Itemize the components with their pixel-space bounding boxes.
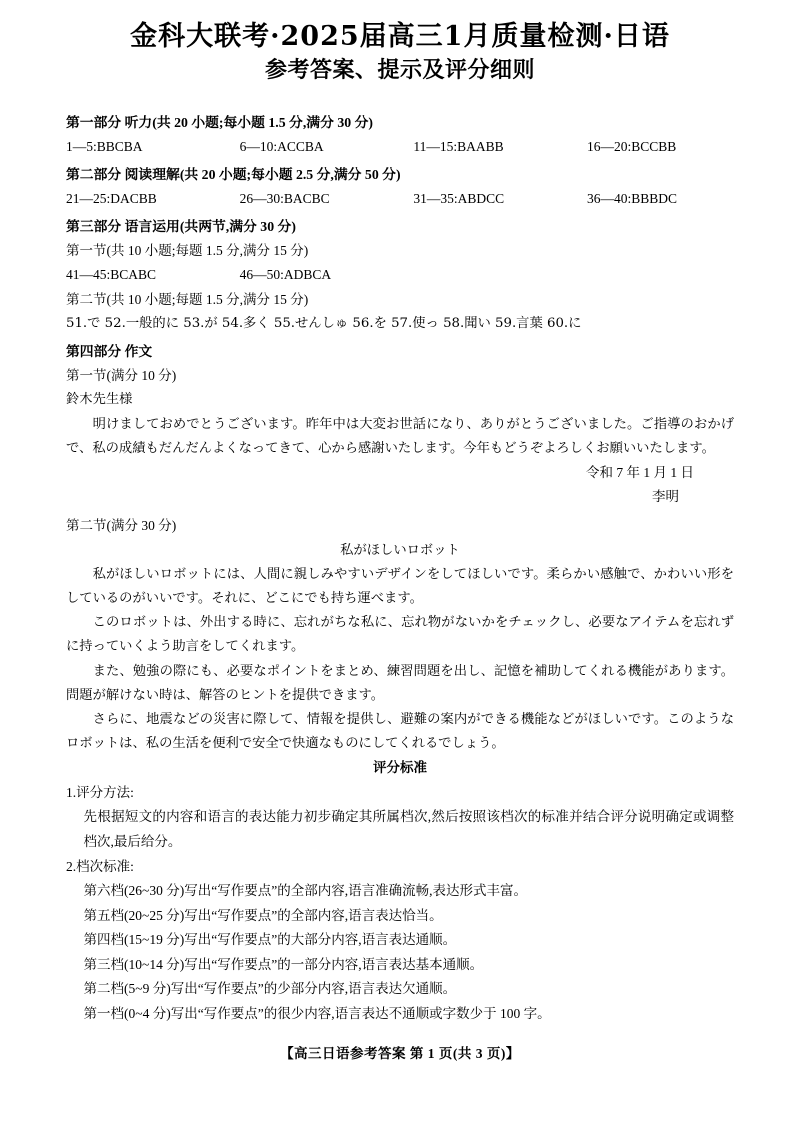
document-body bbox=[66, 110, 734, 1026]
criteria-method-text: 先根据短文的内容和语言的表达能力初步确定其所属档次,然后按照该档次的标准并结合评分说明确定或调整档次,最后给分。 bbox=[83, 809, 734, 849]
criteria-level-item: 第六档(26~30 分)写出“写作要点”的全部内容,语言准确流畅,表达形式丰富。 bbox=[83, 883, 527, 899]
subsection-heading-part3-jie2: 第二节(共 10 小题;每题 1.5 分,满分 15 分) bbox=[66, 291, 309, 307]
essay-title: 私がほしいロボット bbox=[340, 542, 460, 558]
criteria-level-item: 第五档(20~25 分)写出“写作要点”的全部内容,语言表达恰当。 bbox=[83, 907, 443, 923]
section-heading-part3: 第三部分 语言运用(共两节,满分 30 分) bbox=[66, 218, 296, 234]
answer-group-empty bbox=[587, 263, 734, 288]
letter-signature: 李明 bbox=[652, 489, 679, 505]
answer-row-part3-jie2: 51.で 52.一般的に 53.が 54.多く 55.せんしゅ 56.を 57.使っ 58.聞い 59.言葉 60.に bbox=[66, 316, 582, 332]
criteria-levels-label: 2.档次标准: bbox=[66, 858, 134, 874]
page-footer: 【高三日语参考答案 第 1 页(共 3 页)】 bbox=[280, 1046, 520, 1062]
criteria-level-item: 第一档(0~4 分)写出“写作要点”的很少内容,语言表达不通顺或字数少于 100 字。 bbox=[83, 1005, 551, 1021]
section-heading-part2: 第二部分 阅读理解(共 20 小题;每小题 2.5 分,满分 50 分) bbox=[66, 167, 401, 183]
criteria-level-item: 第三档(10~14 分)写出“写作要点”的一部分内容,语言表达基本通顺。 bbox=[83, 956, 484, 972]
essay-paragraph: また、勉強の際にも、必要なポイントをまとめ、練習問題を出し、記憶を補助してくれる機能があります。問題が解けない時は、解答のヒントを提供できます。 bbox=[66, 663, 734, 703]
criteria-level-item: 第四档(15~19 分)写出“写作要点”的大部分内容,语言表达通顺。 bbox=[83, 932, 457, 948]
criteria-method-label: 1.评分方法: bbox=[66, 784, 134, 800]
criteria-title: 评分标准 bbox=[373, 760, 427, 776]
answer-group: 11—15:BAABB bbox=[413, 139, 504, 155]
essay-paragraph: さらに、地震などの災害に際して、情報を提供し、避難の案内ができる機能などがほしいです。このようなロボットは、私の生活を便利で安全で快適なものにしてくれるでしょう。 bbox=[66, 711, 734, 752]
page-subtitle: 参考答案、提示及评分细则 bbox=[264, 56, 535, 83]
answer-group: 36—40:BBBDC bbox=[587, 191, 678, 207]
answer-group: 41—45:BCABC bbox=[66, 267, 157, 283]
subsection-heading-part3-jie1: 第一节(共 10 小题;每题 1.5 分,满分 15 分) bbox=[66, 242, 309, 258]
answer-group: 26—30:BACBC bbox=[239, 191, 330, 207]
answer-row-part2 bbox=[66, 187, 734, 212]
page-title: 金科大联考·2025届高三1月质量检测·日语 bbox=[130, 21, 670, 52]
subsection-heading-part4-jie2: 第二节(满分 30 分) bbox=[66, 518, 177, 534]
letter-date: 令和 7 年 1 月 1 日 bbox=[586, 464, 694, 480]
essay-paragraph: このロボットは、外出する時に、忘れがちな私に、忘れ物がないかをチェックし、必要なアイテムを忘れずに持っていくよう助言をしてくれます。 bbox=[66, 615, 734, 655]
essay-paragraph: 私がほしいロボットには、人間に親しみやすいデザインをしてほしいです。柔らかい感触で、かわいい形をしているのがいいです。それに、どこにでも持ち運べます。 bbox=[66, 566, 734, 606]
answer-group: 16—20:BCCBB bbox=[587, 139, 677, 155]
subsection-heading-part4-jie1: 第一节(满分 10 分) bbox=[66, 367, 177, 383]
answer-row-part1 bbox=[66, 135, 734, 160]
answer-group: 1—5:BBCBA bbox=[66, 139, 143, 155]
letter-body: 明けましておめでとうございます。昨年中は大変お世話になり、ありがとうございました。ご指導のおかげで、私の成績もだんだんよくなってきて、心から感謝いたします。今年もどうぞよろしくお願いいたします。 bbox=[66, 416, 734, 456]
section-heading-part1: 第一部分 听力(共 20 小题;每小题 1.5 分,满分 30 分) bbox=[66, 115, 373, 131]
letter-salutation: 鈴木先生様 bbox=[66, 392, 133, 408]
criteria-level-item: 第二档(5~9 分)写出“写作要点”的少部分内容,语言表达欠通顺。 bbox=[83, 981, 457, 997]
answer-group: 6—10:ACCBA bbox=[239, 139, 324, 155]
answer-group: 46—50:ADBCA bbox=[239, 267, 332, 283]
answer-row-part3-jie1 bbox=[66, 263, 734, 288]
answer-group: 31—35:ABDCC bbox=[413, 191, 505, 207]
answer-group: 21—25:DACBB bbox=[66, 191, 157, 207]
answer-group-empty bbox=[413, 263, 587, 288]
section-heading-part4: 第四部分 作文 bbox=[66, 343, 153, 359]
